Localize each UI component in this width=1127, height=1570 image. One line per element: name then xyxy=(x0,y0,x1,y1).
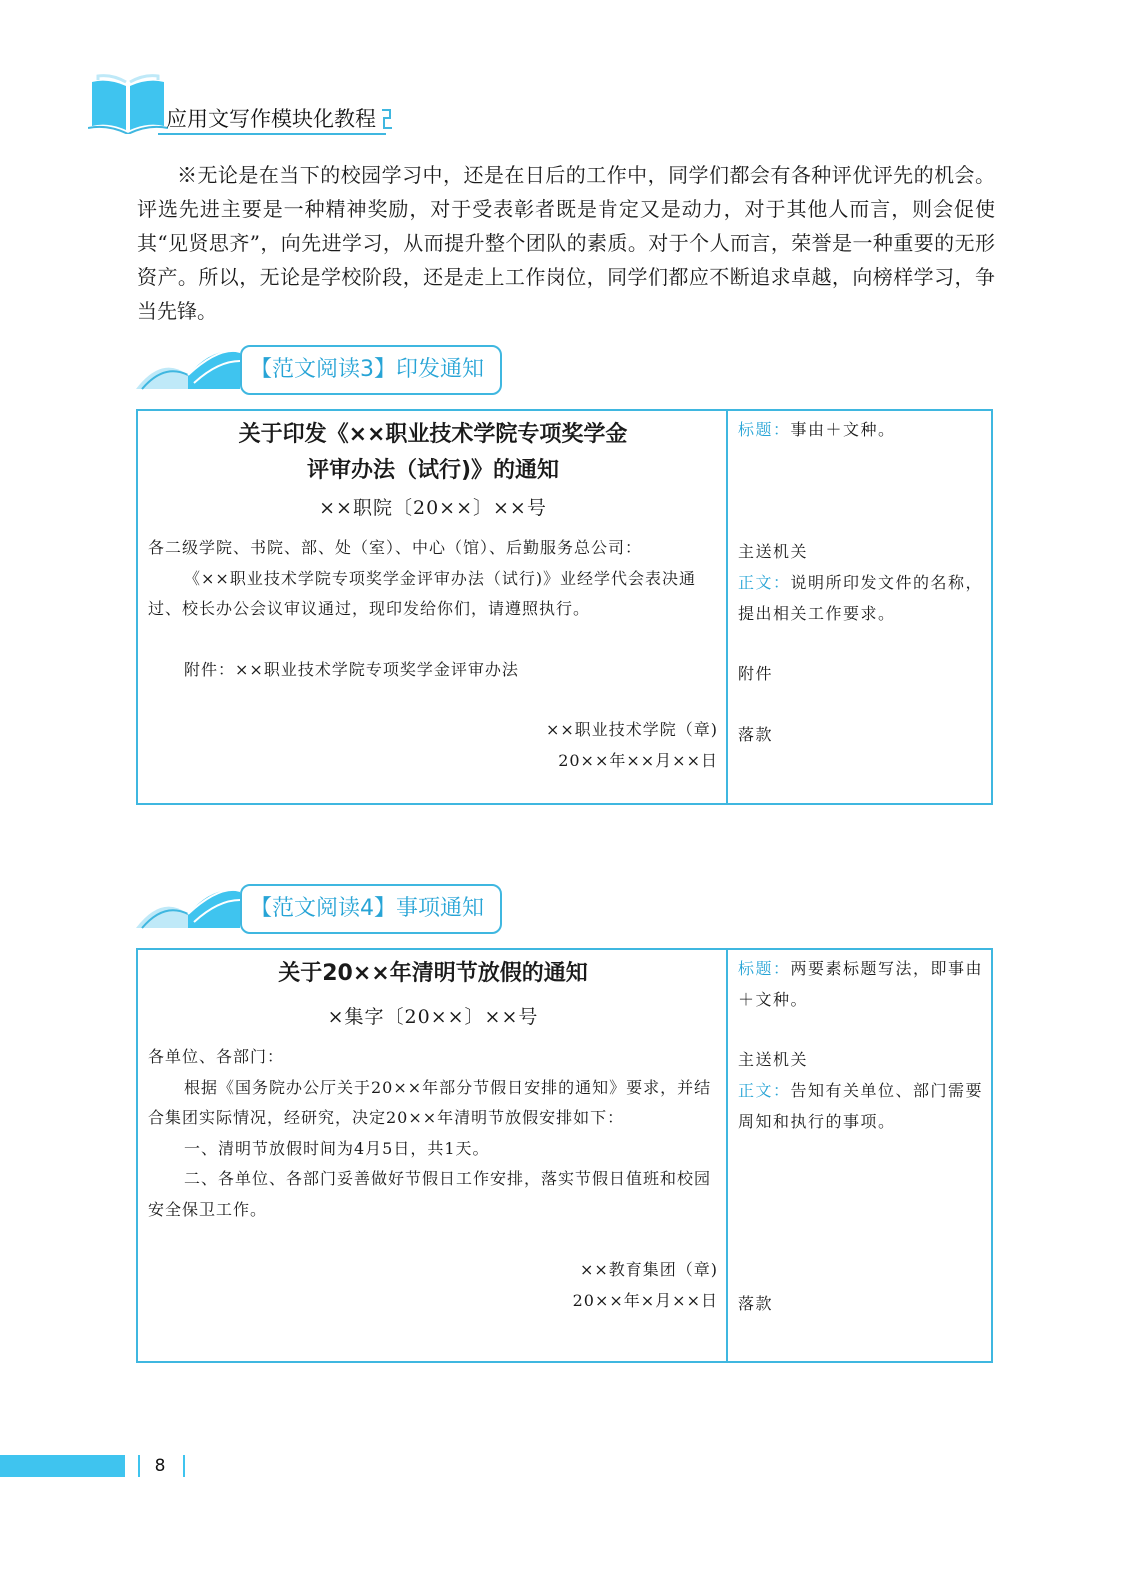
doc3-recipients: 各二级学院、书院、部、处（室）、中心（馆）、后勤服务总公司： xyxy=(148,538,643,557)
note3-recipients: 主送机关 xyxy=(738,542,809,561)
doc3-date: 20××年××月××日 xyxy=(558,750,718,770)
doc3-body: 《××职业技术学院专项奖学金评审办法（试行)》业经学代会表决通过、校长办公会议审议通过，现印发给你们，请遵照执行。 xyxy=(148,568,697,618)
section4-heading: 【范文阅读4】事项通知 xyxy=(240,884,502,934)
doc4-item1: 一、清明节放假时间为4月5日，共1天。 xyxy=(184,1138,490,1158)
doc4-date: 20××年×月××日 xyxy=(572,1290,718,1310)
note3-title-key: 标题： xyxy=(738,420,791,439)
note3-attachment: 附件 xyxy=(738,664,774,683)
section-book-icon xyxy=(136,345,240,391)
section-book-icon xyxy=(136,884,240,930)
note4-title xyxy=(738,954,986,1015)
note3-title-val: 事由＋文种。 xyxy=(790,420,896,439)
doc4-title: 关于20××年清明节放假的通知 xyxy=(278,961,588,986)
example-box-3 xyxy=(136,409,993,805)
note4-body-val: 告知有关单位、部门需要周知和执行的事项。 xyxy=(738,1081,984,1131)
header-bracket-icon xyxy=(380,108,394,130)
document-3 xyxy=(148,417,718,776)
doc3-number: ××职院〔20××〕××号 xyxy=(319,497,547,519)
doc3-title-line2: 评审办法（试行)》的通知 xyxy=(306,458,560,483)
doc4-number: ×集字〔20××〕××号 xyxy=(327,1006,539,1028)
note4-title-key: 标题： xyxy=(738,959,791,978)
box-divider xyxy=(726,950,728,1361)
doc4-item2: 二、各单位、各部门妥善做好节假日工作安排，落实节假日值班和校园安全保卫工作。 xyxy=(148,1169,712,1219)
open-book-icon xyxy=(88,72,168,134)
footer-divider xyxy=(183,1455,185,1477)
note4-body-key: 正文： xyxy=(738,1081,791,1100)
note3-title xyxy=(738,415,986,446)
note4-signature: 落款 xyxy=(738,1294,774,1313)
note3-body-key: 正文： xyxy=(738,573,791,592)
section3-heading: 【范文阅读3】印发通知 xyxy=(240,345,502,395)
note4-title-val: 两要素标题写法，即事由＋文种。 xyxy=(738,959,984,1009)
doc3-title-line1: 关于印发《××职业技术学院专项奖学金 xyxy=(238,422,628,447)
doc4-issuer: ××教育集团（章) xyxy=(579,1260,718,1279)
doc4-body: 根据《国务院办公厅关于20××年部分节假日安排的通知》要求，并结合集团实际情况，经研究，决定20××年清明节放假安排如下： xyxy=(148,1077,712,1127)
box-divider xyxy=(726,411,728,803)
page-number: 8 xyxy=(154,1456,166,1476)
doc4-recipients: 各单位、各部门： xyxy=(148,1047,285,1066)
note4-recipients: 主送机关 xyxy=(738,1050,809,1069)
book-title: 应用文写作模块化教程 xyxy=(158,105,386,135)
footer-bar xyxy=(0,1455,125,1477)
note3-body-val: 说明所印发文件的名称，提出相关工作要求。 xyxy=(738,573,984,623)
doc3-attachment: 附件：××职业技术学院专项奖学金评审办法 xyxy=(184,659,519,679)
footer-divider xyxy=(138,1455,140,1477)
example-box-4 xyxy=(136,948,993,1363)
doc3-issuer: ××职业技术学院（章) xyxy=(545,720,718,739)
intro-text: ※无论是在当下的校园学习中，还是在日后的工作中，同学们都会有各种评优评先的机会。评选先进主要是一种精神奖励，对于受表彰者既是肯定又是动力，对于其他人而言，则会促使其“见贤思齐”，向先进学习，从而提升整个团队的素质。对于个人而言，荣誉是一种重要的无形资产。所以，无论是学校阶段，还是走上工作岗位，同学们都应不断追求卓越，向榜样学习，争当先锋。 xyxy=(137,163,995,323)
note3-signature: 落款 xyxy=(738,725,774,744)
intro-paragraph xyxy=(137,158,995,328)
note3-body xyxy=(738,568,986,629)
note4-body xyxy=(738,1076,986,1137)
document-4 xyxy=(148,956,718,1316)
